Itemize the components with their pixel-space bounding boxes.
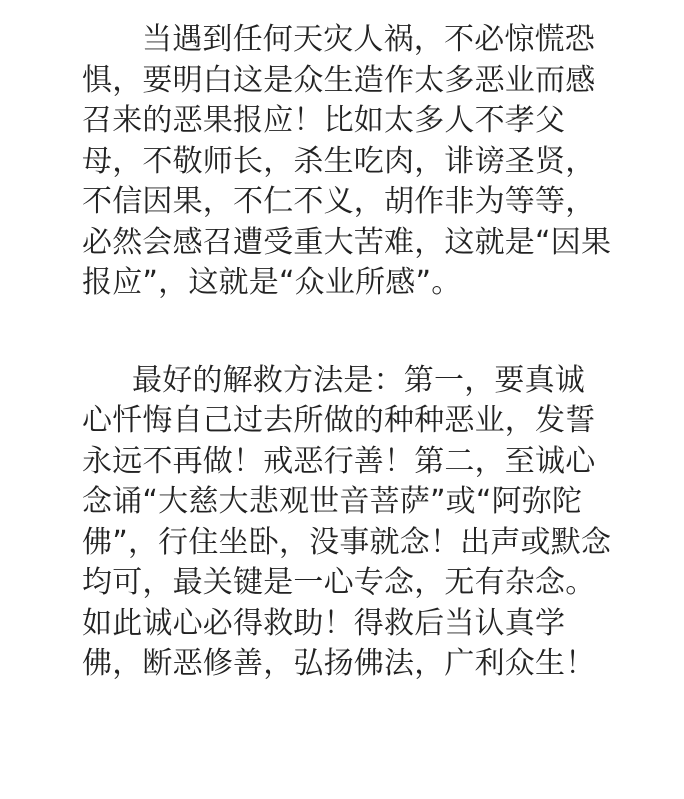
text-line: 当遇到任何天灾人祸，不必惊慌恐 <box>142 22 595 57</box>
text-line: 心忏悔自己过去所做的种种恶业，发誓 <box>82 403 596 438</box>
text-line: 均可，最关键是一心专念，无有杂念。 <box>82 565 596 600</box>
paragraph-disaster-cause <box>82 20 652 304</box>
text-line: 念诵“大慈大悲观世音菩萨”或“阿弥陀 <box>82 484 583 519</box>
text-line: 永远不再做！戒恶行善！第二，至诚心 <box>82 443 596 479</box>
text-line: 报应”，这就是“众业所感”。 <box>82 265 462 300</box>
text-line: 必然会感召遭受重大苦难，这就是“因果 <box>82 224 612 260</box>
text-line: 如此诚心必得救助！得救后当认真学 <box>82 605 566 641</box>
text-line: 最好的解救方法是：第一，要真诚 <box>132 362 585 398</box>
text-line: 母，不敬师长，杀生吃肉，诽谤圣贤， <box>82 143 596 179</box>
text-line: 佛，断恶修善，弘扬佛法，广利众生！ <box>82 646 596 681</box>
article-body <box>82 20 652 685</box>
paragraph-gap <box>82 304 652 361</box>
text-line: 召来的恶果报应！比如太多人不孝父 <box>82 103 566 138</box>
text-line: 惧，要明白这是众生造作太多恶业而感 <box>82 62 596 98</box>
text-line: 佛”，行住坐卧，没事就念！出声或默念 <box>82 524 612 560</box>
text-line: 不信因果，不仁不义，胡作非为等等， <box>82 184 596 219</box>
paragraph-remedy <box>82 361 652 685</box>
